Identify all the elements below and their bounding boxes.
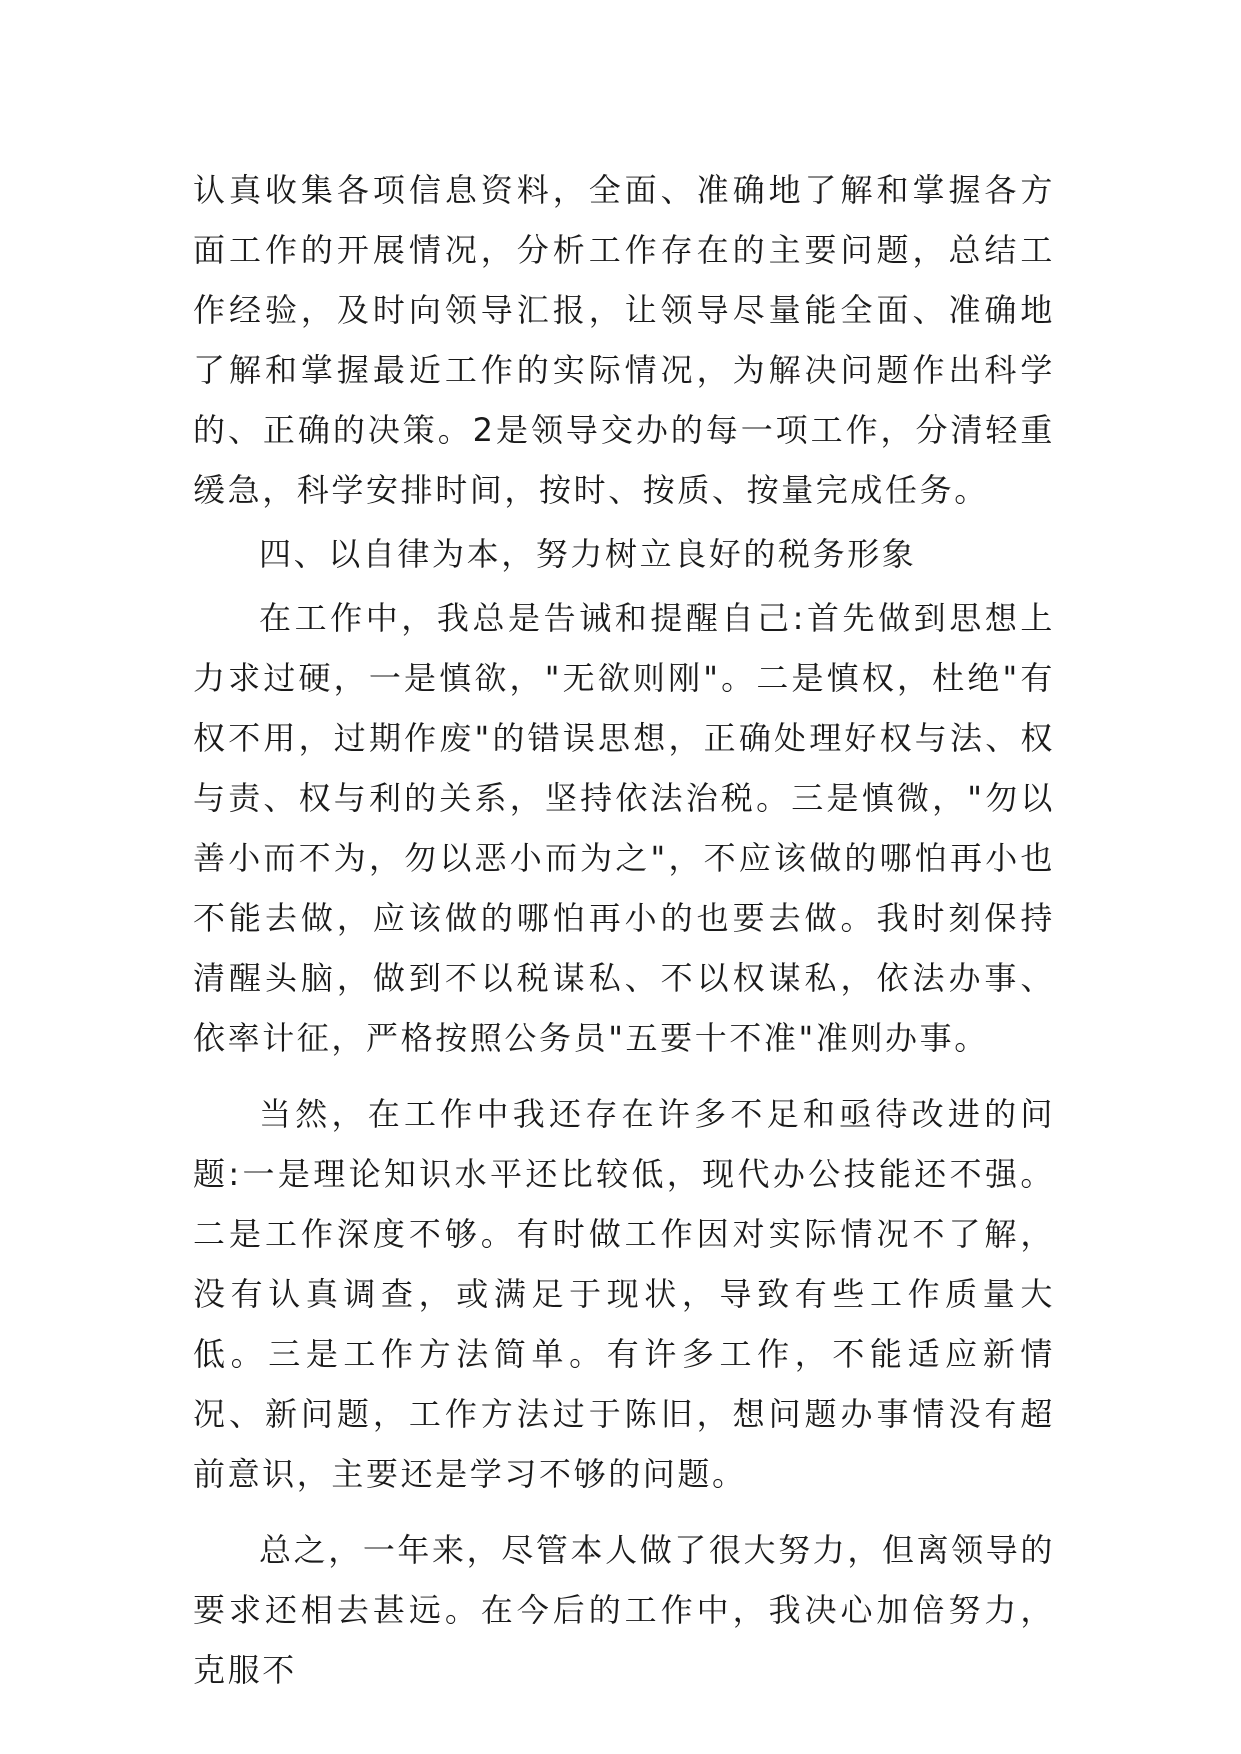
paragraph-summary: 总之，一年来，尽管本人做了很大努力，但离领导的要求还相去甚远。在今后的工作中，我决心加倍努力，克服不 [193,1531,1055,1689]
section-heading-four: 四、以自律为本，努力树立良好的税务形象 [259,535,917,573]
paragraph-self-discipline: 在工作中，我总是告诫和提醒自己:首先做到思想上力求过硬，一是慎欲，"无欲则刚"。二是慎权，杜绝"有权不用，过期作废"的错误思想，正确处理好权与法、权与责、权与利的关系，坚持依法治税。三是慎微，"勿以善小而不为，勿以恶小而为之"，不应该做的哪怕再小也不能去做，应该做的哪怕再小的也要去做。我时刻保持清醒头脑，做到不以税谋私、不以权谋私，依法办事、依率计征，严格按照公务员"五要十不准"准则办事。 [193,599,1055,1057]
paragraph-shortcomings: 当然，在工作中我还存在许多不足和亟待改进的问题:一是理论知识水平还比较低，现代办公技能还不强。二是工作深度不够。有时做工作因对实际情况不了解，没有认真调查，或满足于现状，导致有些工作质量大低。三是工作方法简单。有许多工作，不能适应新情况、新问题，工作方法过于陈旧，想问题办事情没有超前意识，主要还是学习不够的问题。 [193,1095,1055,1493]
paragraph-continuation: 认真收集各项信息资料，全面、准确地了解和掌握各方面工作的开展情况，分析工作存在的主要问题，总结工作经验，及时向领导汇报，让领导尽量能全面、准确地了解和掌握最近工作的实际情况，为解决问题作出科学的、正确的决策。2是领导交办的每一项工作，分清轻重缓急，科学安排时间，按时、按质、按量完成任务。 [193,171,1055,509]
document-body [193,160,1055,1700]
